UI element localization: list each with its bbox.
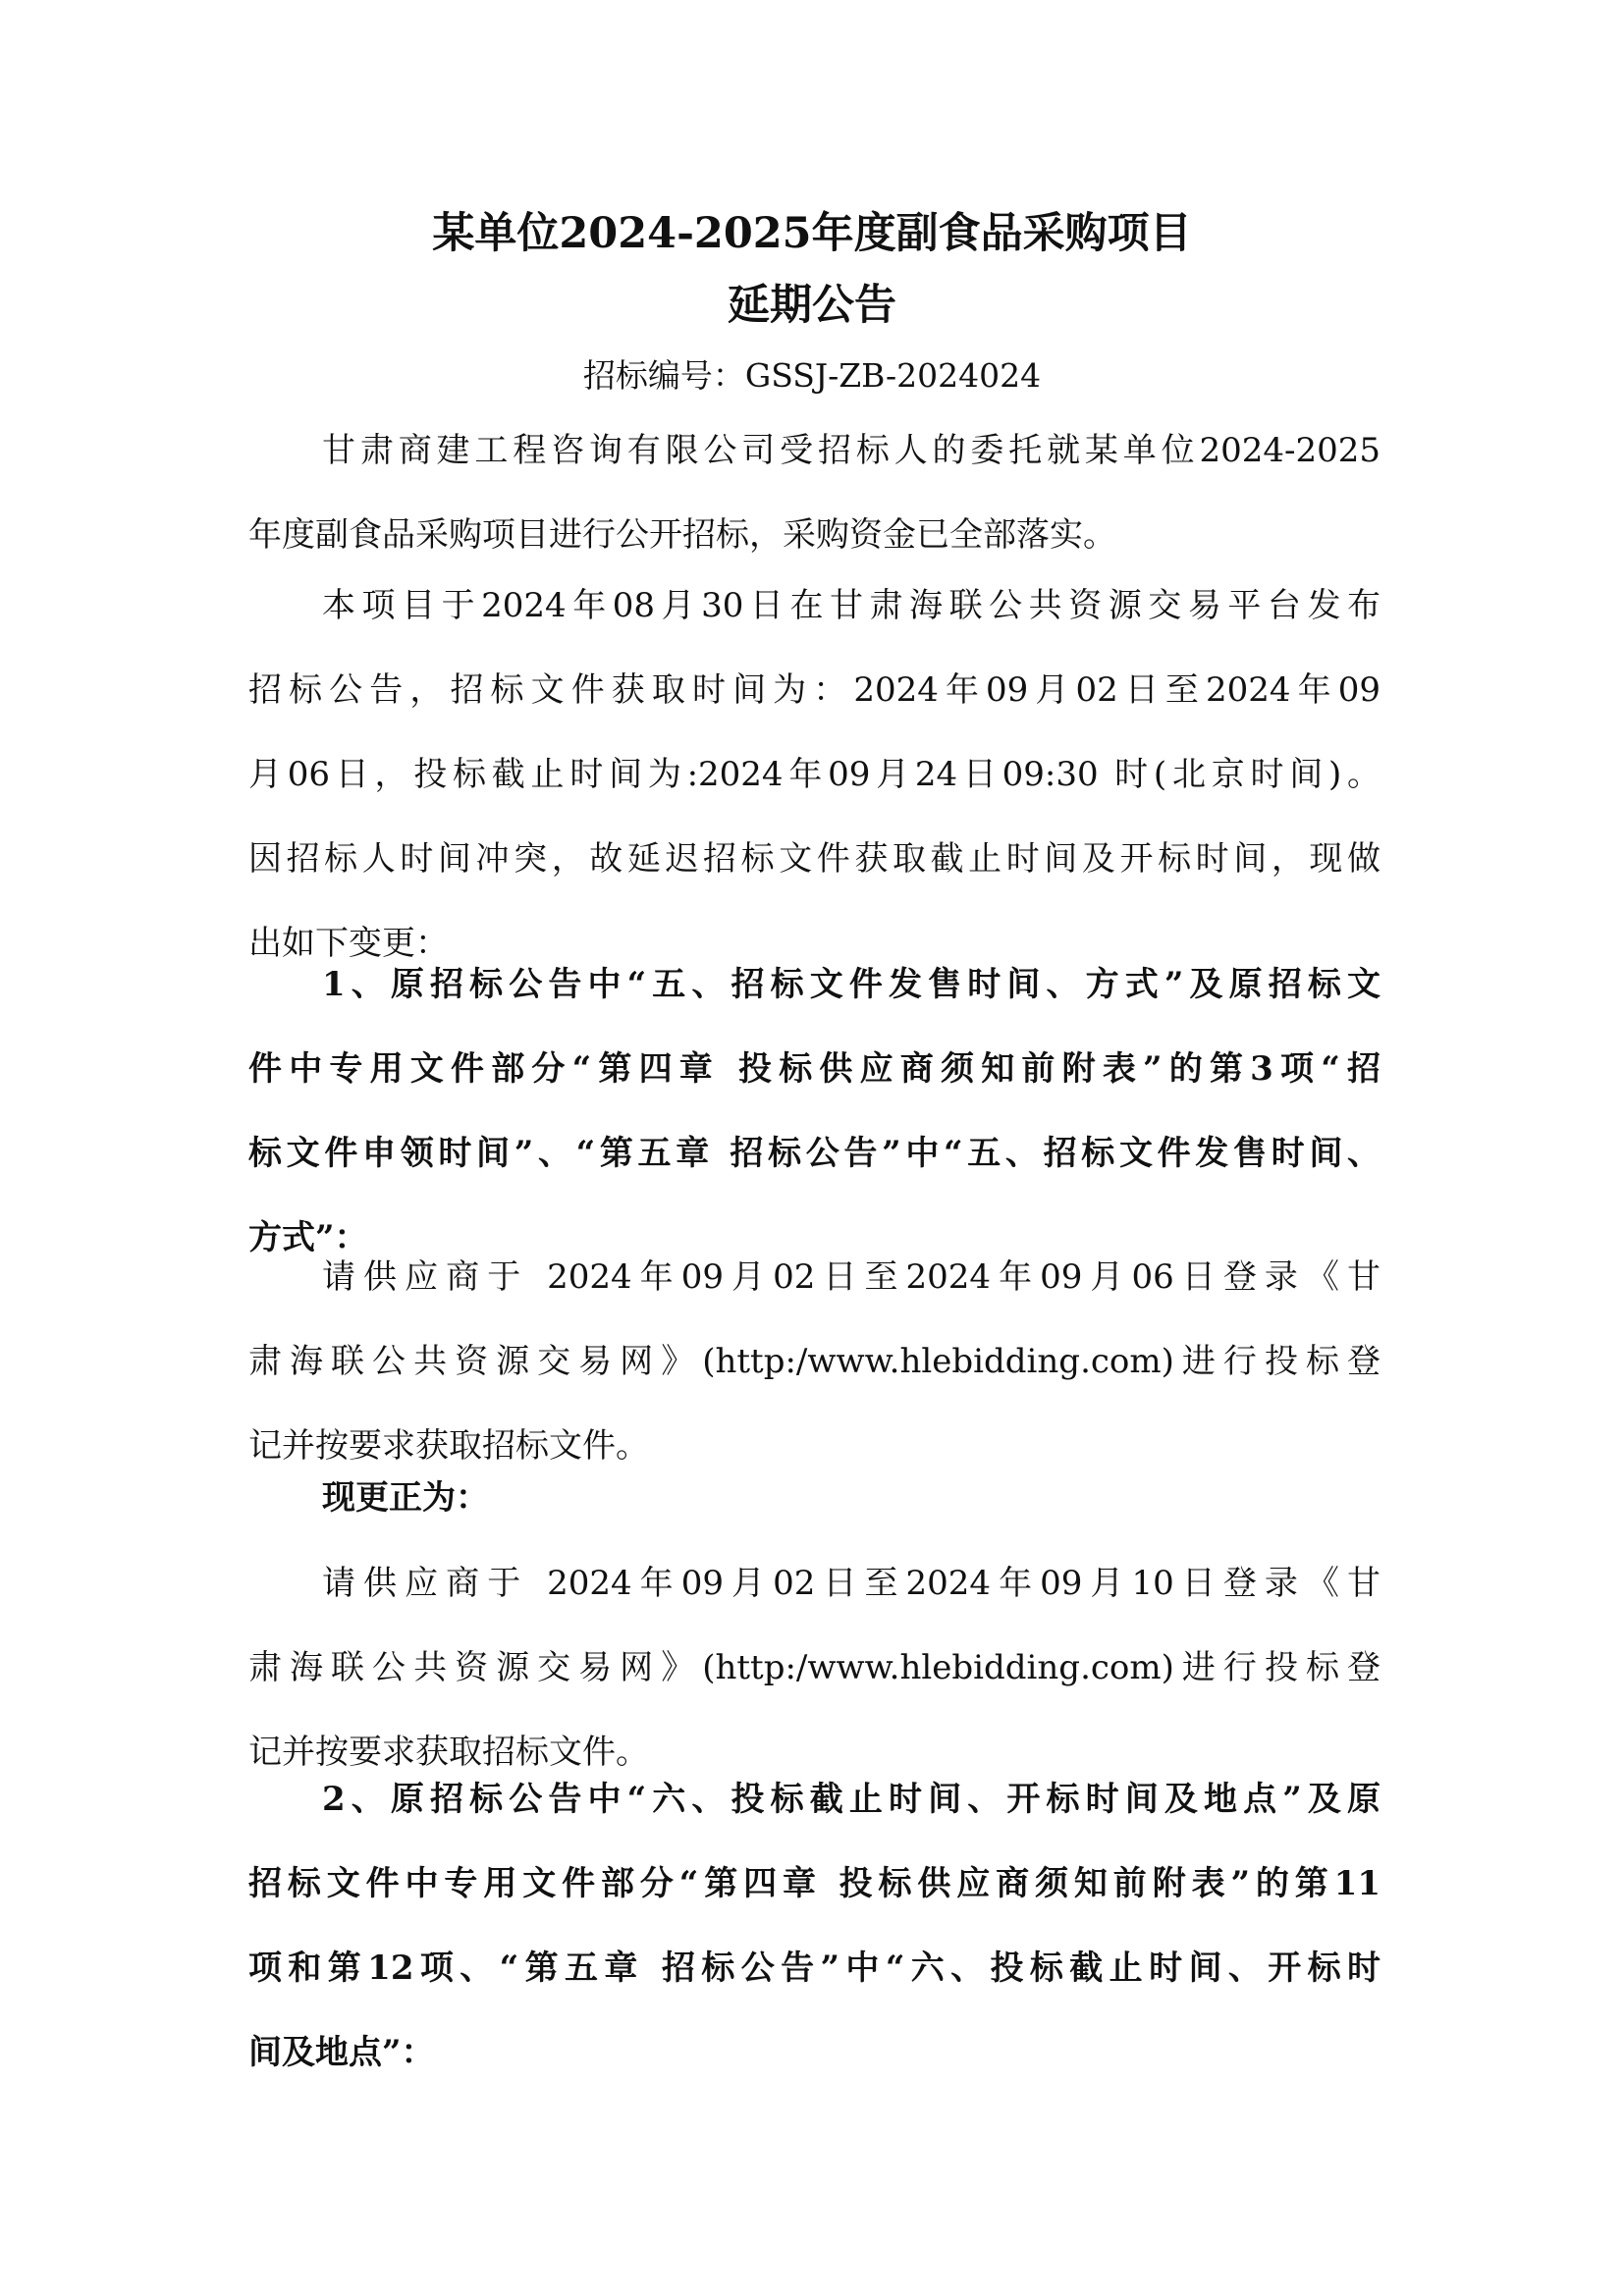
text-line: 肃海联公共资源交易网》(http:/www.hlebidding.com)进行投标登: [248, 1648, 1380, 1687]
document-subtitle: 延期公告: [728, 281, 896, 330]
item1-heading: [248, 942, 1380, 1280]
text-line: 肃海联公共资源交易网》(http:/www.hlebidding.com)进行投标登: [248, 1342, 1380, 1381]
text-line: 出如下变更：: [248, 924, 449, 963]
text-line: 请供应商于 2024年09月02日至2024年09月10日登录《甘: [322, 1564, 1380, 1603]
document-title: 某单位2024-2025年度副食品采购项目: [432, 209, 1192, 258]
text-line: 招标公告，招标文件获取时间为：2024年09月02日至2024年09: [248, 670, 1380, 710]
text-line: 项和第12项、“第五章 招标公告”中“六、投标截止时间、开标时: [248, 1949, 1380, 1988]
text-line: 件中专用文件部分“第四章 投标供应商须知前附表”的第3项“招: [248, 1049, 1380, 1089]
background-paragraph: [248, 563, 1380, 986]
text-line: 记并按要求获取招标文件。: [248, 1733, 649, 1772]
text-line: 月06日，投标截止时间为:2024年09月24日09:30 时(北京时间)。: [248, 755, 1380, 794]
text-line: 因招标人时间冲突，故延迟招标文件获取截止时间及开标时间，现做: [248, 839, 1380, 879]
text-line: 2、原招标公告中“六、投标截止时间、开标时间及地点”及原: [322, 1780, 1380, 1819]
text-line: 本项目于2024年08月30日在甘肃海联公共资源交易平台发布: [322, 586, 1380, 625]
text-line: 年度副食品采购项目进行公开招标，采购资金已全部落实。: [248, 515, 1116, 555]
item1-original-text: [248, 1235, 1380, 1488]
text-line: 方式”：: [248, 1218, 368, 1257]
change-label: 现更正为：: [322, 1478, 489, 1518]
item2-heading: [248, 1757, 1380, 2095]
intro-paragraph: [248, 408, 1380, 577]
text-line: 招标文件中专用文件部分“第四章 投标供应商须知前附表”的第11: [248, 1864, 1380, 1903]
text-line: 间及地点”：: [248, 2033, 435, 2072]
bid-number: 招标编号：GSSJ-ZB-2024024: [582, 356, 1042, 395]
text-line: 1、原招标公告中“五、招标文件发售时间、方式”及原招标文: [322, 965, 1380, 1004]
text-line: 甘肃商建工程咨询有限公司受招标人的委托就某单位2024-2025: [322, 431, 1380, 470]
text-line: 记并按要求获取招标文件。: [248, 1426, 649, 1466]
text-line: 标文件申领时间”、“第五章 招标公告”中“五、招标文件发售时间、: [248, 1134, 1380, 1173]
text-line: 请供应商于 2024年09月02日至2024年09月06日登录《甘: [322, 1257, 1380, 1297]
